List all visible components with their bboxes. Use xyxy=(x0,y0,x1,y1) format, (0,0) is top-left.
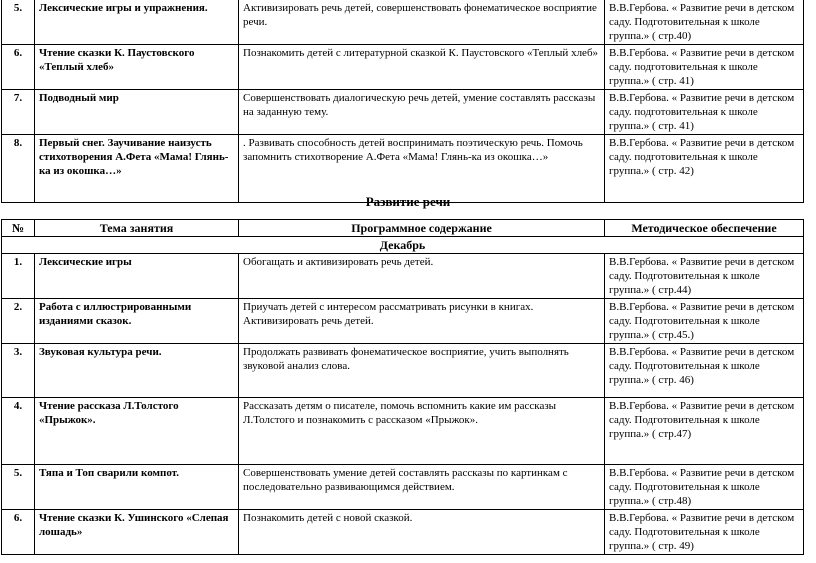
lesson-topic: Чтение сказки К. Ушинского «Слепая лошадь» xyxy=(35,510,239,555)
lesson-topic: Тяпа и Топ сварили компот. xyxy=(35,465,239,510)
method-support: В.В.Гербова. « Развитие речи в детском саду. Подготовительная к школе группа.» ( стр.44) xyxy=(605,254,804,299)
row-number: 1. xyxy=(2,254,35,299)
program-content: . Развивать способность детей воспринимать поэтическую речь. Помочь запомнить стихотворение А.Фета «Мама! Глянь-ка из окошка…» xyxy=(239,135,605,203)
header-row xyxy=(2,220,804,237)
header-topic: Тема занятия xyxy=(35,220,239,237)
row-number: 3. xyxy=(2,344,35,398)
header-method: Методическое обеспечение xyxy=(605,220,804,237)
table-row xyxy=(2,0,804,45)
program-content: Познакомить детей с новой сказкой. xyxy=(239,510,605,555)
lesson-topic: Чтение сказки К. Паустовского «Теплый хлеб» xyxy=(35,45,239,90)
program-content: Обогащать и активизировать речь детей. xyxy=(239,254,605,299)
program-content: Совершенствовать умение детей составлять рассказы по картинкам с последовательно развивающимся действием. xyxy=(239,465,605,510)
lesson-topic: Первый снег. Заучивание наизусть стихотворения А.Фета «Мама! Глянь-ка из окошка…» xyxy=(35,135,239,203)
table-row xyxy=(2,90,804,135)
row-number: 2. xyxy=(2,299,35,344)
program-content: Приучать детей с интересом рассматривать рисунки в книгах. Активизировать речь детей. xyxy=(239,299,605,344)
row-number: 8. xyxy=(2,135,35,203)
table-row xyxy=(2,398,804,465)
lesson-topic: Лексические игры и упражнения. xyxy=(35,0,239,45)
method-support: В.В.Гербова. « Развитие речи в детском саду. Подготовительная к школе группа.» ( стр.40) xyxy=(605,0,804,45)
lesson-table-top xyxy=(1,0,804,203)
row-number: 6. xyxy=(2,510,35,555)
table-row xyxy=(2,344,804,398)
header-number: № xyxy=(2,220,35,237)
lesson-topic: Лексические игры xyxy=(35,254,239,299)
table-row xyxy=(2,254,804,299)
program-content: Продолжать развивать фонематическое восприятие, учить выполнять звуковой анализ слова. xyxy=(239,344,605,398)
table-row xyxy=(2,135,804,203)
row-number: 5. xyxy=(2,465,35,510)
table-row xyxy=(2,510,804,555)
program-content: Рассказать детям о писателе, помочь вспомнить какие им рассказы Л.Толстого и познакомить с рассказом «Прыжок». xyxy=(239,398,605,465)
lesson-topic: Звуковая культура речи. xyxy=(35,344,239,398)
program-content: Совершенствовать диалогическую речь детей, умение составлять рассказы на заданную тему. xyxy=(239,90,605,135)
header-content: Программное содержание xyxy=(239,220,605,237)
method-support: В.В.Гербова. « Развитие речи в детском саду. Подготовительная к школе группа.» ( стр.47) xyxy=(605,398,804,465)
month-row xyxy=(2,237,804,254)
month-label: Декабрь xyxy=(2,237,804,254)
lesson-topic: Подводный мир xyxy=(35,90,239,135)
table-row xyxy=(2,45,804,90)
lesson-topic: Работа с иллюстрированными изданиями сказок. xyxy=(35,299,239,344)
method-support: В.В.Гербова. « Развитие речи в детском саду. Подготовительная к школе группа.» ( стр. 49) xyxy=(605,510,804,555)
method-support: В.В.Гербова. « Развитие речи в детском саду. Подготовительная к школе группа.» ( стр.48) xyxy=(605,465,804,510)
method-support: В.В.Гербова. « Развитие речи в детском саду. Подготовительная к школе группа.» ( стр. 46) xyxy=(605,344,804,398)
lesson-topic: Чтение рассказа Л.Толстого «Прыжок». xyxy=(35,398,239,465)
row-number: 6. xyxy=(2,45,35,90)
table-row xyxy=(2,299,804,344)
method-support: В.В.Гербова. « Развитие речи в детском саду. подготовительная к школе группа.» ( стр. 41) xyxy=(605,45,804,90)
method-support: В.В.Гербова. « Развитие речи в детском саду. Подготовительная к школе группа.» ( стр.45.) xyxy=(605,299,804,344)
method-support: В.В.Гербова. « Развитие речи в детском саду. подготовительная к школе группа.» ( стр. 42) xyxy=(605,135,804,203)
method-support: В.В.Гербова. « Развитие речи в детском саду. подготовительная к школе группа.» ( стр. 41) xyxy=(605,90,804,135)
program-content: Активизировать речь детей, совершенствовать фонематическое восприятие речи. xyxy=(239,0,605,45)
section-title: Развитие речи xyxy=(365,194,451,209)
row-number: 7. xyxy=(2,90,35,135)
row-number: 4. xyxy=(2,398,35,465)
row-number: 5. xyxy=(2,0,35,45)
table-row xyxy=(2,465,804,510)
program-content: Познакомить детей с литературной сказкой К. Паустовского «Теплый хлеб» xyxy=(239,45,605,90)
lesson-table-december xyxy=(1,219,804,555)
